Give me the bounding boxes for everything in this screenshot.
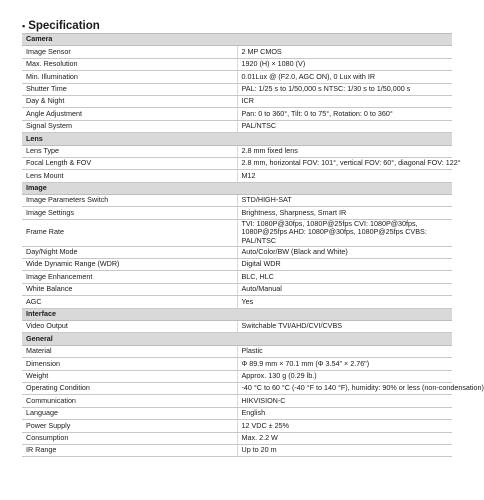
spec-value: Switchable TVI/AHD/CVI/CVBS <box>237 320 452 332</box>
spec-value: Yes <box>237 296 452 308</box>
table-row <box>22 432 452 444</box>
table-row <box>22 345 452 357</box>
table-row <box>22 95 452 107</box>
table-row <box>22 283 452 295</box>
spec-label: Image Sensor <box>22 46 237 58</box>
section-header-image <box>22 182 452 194</box>
spec-value: Auto/Manual <box>237 283 452 295</box>
spec-value: Plastic <box>237 345 452 357</box>
section-header-camera <box>22 34 452 46</box>
table-row <box>22 320 452 332</box>
spec-label: Image Enhancement <box>22 271 237 283</box>
table-row <box>22 58 452 70</box>
spec-value: 2.8 mm fixed lens <box>237 145 452 157</box>
spec-label: Communication <box>22 395 237 407</box>
spec-value: ICR <box>237 95 452 107</box>
spec-label: Day & Night <box>22 95 237 107</box>
spec-label: IR Range <box>22 444 237 456</box>
section-title: Camera <box>22 34 452 46</box>
spec-value: Φ 89.9 mm × 70.1 mm (Φ 3.54" × 2.76") <box>237 358 452 370</box>
table-row <box>22 195 452 207</box>
table-row <box>22 219 452 246</box>
table-row <box>22 246 452 258</box>
spec-table <box>22 33 484 457</box>
table-row <box>22 420 452 432</box>
table-row <box>22 407 452 419</box>
table-row <box>22 157 452 169</box>
spec-label: White Balance <box>22 283 237 295</box>
spec-value: Pan: 0 to 360°, Tilt: 0 to 75°, Rotation: 0 to 360° <box>237 108 452 120</box>
spec-label: Wide Dynamic Range (WDR) <box>22 259 237 271</box>
section-title: Lens <box>22 133 452 145</box>
table-row <box>22 71 452 83</box>
spec-label: Shutter Time <box>22 83 237 95</box>
spec-value: 1920 (H) × 1080 (V) <box>237 58 452 70</box>
table-row <box>22 271 452 283</box>
spec-label: Lens Mount <box>22 170 237 182</box>
spec-value: English <box>237 407 452 419</box>
section-title: Interface <box>22 308 452 320</box>
spec-value: -40 °C to 60 °C (-40 °F to 140 °F), humidity: 90% or less (non-condensation) <box>237 382 452 394</box>
spec-value: HIKVISION-C <box>237 395 452 407</box>
spec-value: BLC, HLC <box>237 271 452 283</box>
bullet-icon: ▪ <box>22 21 26 31</box>
table-row <box>22 83 452 95</box>
table-row <box>22 145 452 157</box>
spec-label: Video Output <box>22 320 237 332</box>
table-row <box>22 444 452 456</box>
table-row <box>22 395 452 407</box>
spec-label: Focal Length & FOV <box>22 157 237 169</box>
table-row <box>22 170 452 182</box>
page-title-text: Specification <box>28 20 100 32</box>
spec-value: STD/HIGH-SAT <box>237 195 452 207</box>
table-row <box>22 108 452 120</box>
spec-value: Approx. 130 g (0.29 lb.) <box>237 370 452 382</box>
table-row <box>22 46 452 58</box>
spec-value: 2.8 mm, horizontal FOV: 101°, vertical FOV: 60°, diagonal FOV: 122° <box>237 157 452 169</box>
spec-value: 2 MP CMOS <box>237 46 452 58</box>
spec-label: Weight <box>22 370 237 382</box>
table-row <box>22 358 452 370</box>
spec-label: Language <box>22 407 237 419</box>
spec-label: Signal System <box>22 120 237 132</box>
spec-label: Power Supply <box>22 420 237 432</box>
spec-label: Min. Illumination <box>22 71 237 83</box>
spec-value: PAL: 1/25 s to 1/50,000 s NTSC: 1/30 s to 1/50,000 s <box>237 83 452 95</box>
spec-label: Day/Night Mode <box>22 246 237 258</box>
table-row <box>22 120 452 132</box>
spec-label: Material <box>22 345 237 357</box>
section-header-interface <box>22 308 452 320</box>
table-row <box>22 259 452 271</box>
spec-value: Digital WDR <box>237 259 452 271</box>
spec-label: Operating Condition <box>22 382 237 394</box>
spec-label: Frame Rate <box>22 219 237 246</box>
spec-value: Brightness, Sharpness, Smart IR <box>237 207 452 219</box>
spec-label: Image Settings <box>22 207 237 219</box>
table-row <box>22 382 452 394</box>
spec-value: 12 VDC ± 25% <box>237 420 452 432</box>
spec-label: Consumption <box>22 432 237 444</box>
table-row <box>22 207 452 219</box>
section-header-lens <box>22 133 452 145</box>
spec-label: Dimension <box>22 358 237 370</box>
spec-value: Auto/Color/BW (Black and White) <box>237 246 452 258</box>
spec-value: TVI: 1080P@30fps, 1080P@25fps CVI: 1080P@30fps, 1080P@25fps AHD: 1080P@30fps, 1080P@25fps CVBS: PAL/NTSC <box>237 219 452 246</box>
spec-value: Max. 2.2 W <box>237 432 452 444</box>
spec-table-body <box>22 34 484 457</box>
table-row <box>22 296 452 308</box>
spec-value: Up to 20 m <box>237 444 452 456</box>
spec-label: Max. Resolution <box>22 58 237 70</box>
spec-label: Image Parameters Switch <box>22 195 237 207</box>
spec-value: M12 <box>237 170 452 182</box>
spec-label: Angle Adjustment <box>22 108 237 120</box>
section-title: General <box>22 333 452 345</box>
spec-value: 0.01Lux @ (F2.0, AGC ON), 0 Lux with IR <box>237 71 452 83</box>
spec-label: Lens Type <box>22 145 237 157</box>
spec-value: PAL/NTSC <box>237 120 452 132</box>
table-row <box>22 370 452 382</box>
section-title: Image <box>22 182 452 194</box>
page-title <box>22 20 452 33</box>
section-header-general <box>22 333 452 345</box>
spec-label: AGC <box>22 296 237 308</box>
